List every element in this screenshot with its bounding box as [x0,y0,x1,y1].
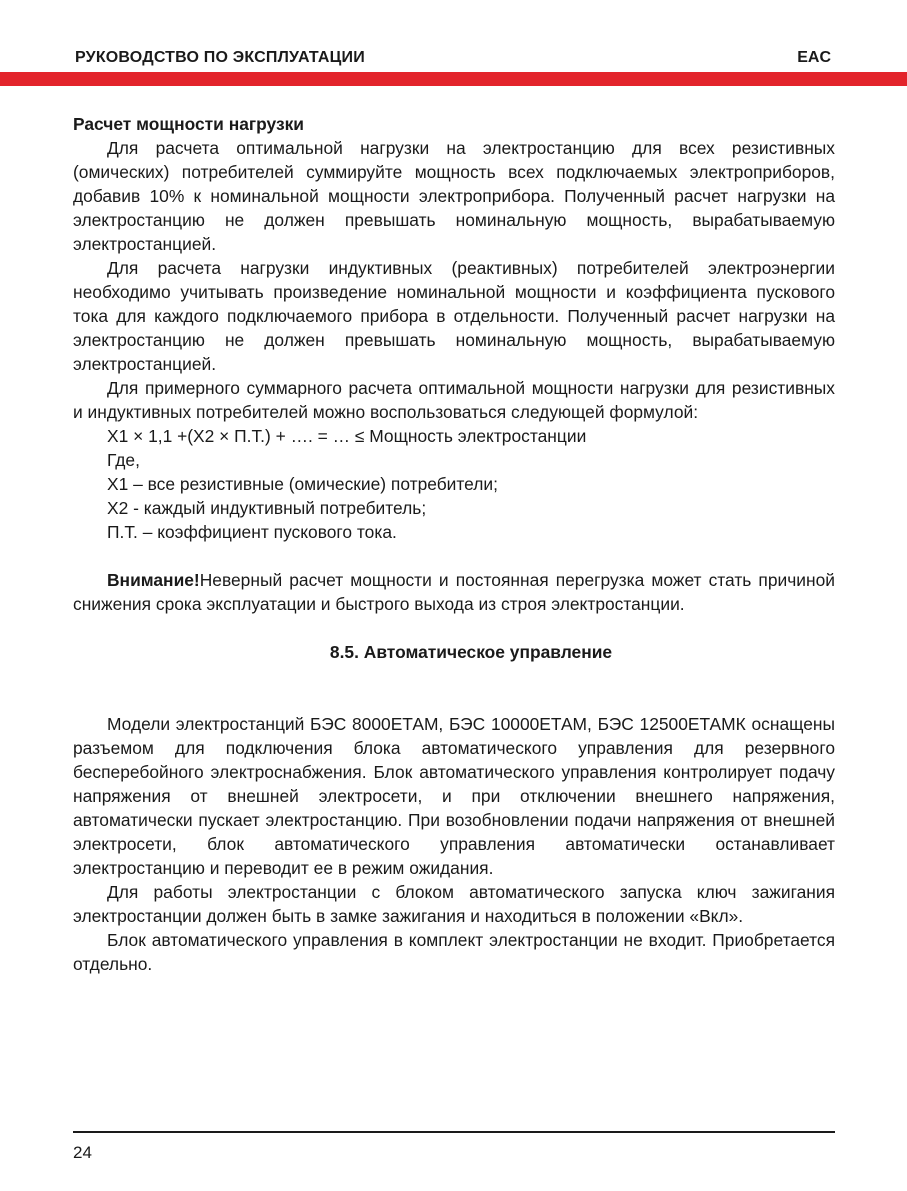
paragraph-resistive-load: Для расчета оптимальной нагрузки на электростанцию для всех резистивных (омических) потребителей суммируйте мощность всех подключаемых электроприборов, добавив 10% к номинальной мощности электроприбора. Полученный расчет нагрузки на электростанцию не должен превышать номинальную мощность, вырабатываемую электростанцией. [73,138,835,254]
page-content [73,112,835,976]
paragraph-auto-models: Модели электростанций БЭС 8000ЕТАМ, БЭС 10000ЕТАМ, БЭС 12500ЕТАМК оснащены разъемом для подключения блока автоматического управления для резервного бесперебойного электроснабжения. Блок автоматического управления контролирует подачу напряжения от внешней электросети, и при отключении внешнего напряжения, автоматически пускает электростанцию. При возобновлении подачи напряжения от внешней электросети, блок автоматического управления автоматически останавливает электростанцию и переводит ее в режим ожидания. [73,714,835,878]
section-title-load-calculation: Расчет мощности нагрузки [73,114,304,134]
footer-divider [73,1131,835,1133]
formula-x1-definition: Х1 – все резистивные (омические) потребители; [107,474,498,494]
page-number: 24 [73,1143,92,1162]
page-header [0,0,907,86]
formula-x2-definition: Х2 - каждый индуктивный потребитель; [107,498,427,518]
manual-title: РУКОВОДСТВО ПО ЭКСПЛУАТАЦИИ [75,49,365,66]
paragraph-sold-separately: Блок автоматического управления в комплект электростанции не входит. Приобретается отдельно. [73,930,835,974]
formula-where: Где, [107,450,140,470]
formula-expression: Х1 × 1,1 +(Х2 × П.Т.) + …. = … ≤ Мощность электростанции [107,426,587,446]
warning-label: Внимание! [107,570,200,590]
formula-pt-definition: П.Т. – коэффициент пускового тока. [107,522,397,542]
warning-text: Неверный расчет мощности и постоянная перегрузка может стать причиной снижения срока эксплуатации и быстрого выхода из строя электростанции. [73,570,835,614]
warning-paragraph [73,568,835,616]
header-accent-bar [0,72,907,86]
section-heading-auto-control: 8.5. Автоматическое управление [329,642,613,662]
eac-mark: EAC [797,49,831,66]
paragraph-ignition-key: Для работы электростанции с блоком автоматического запуска ключ зажигания электростанции должен быть в замке зажигания и находиться в положении «Вкл». [73,882,835,926]
paragraph-inductive-load: Для расчета нагрузки индуктивных (реактивных) потребителей электроэнергии необходимо учитывать произведение номинальной мощности и коэффициента пускового тока для каждого подключаемого прибора в отдельности. Полученный расчет нагрузки на электростанцию не должен превышать номинальную мощность, вырабатываемую электростанцией. [73,258,835,374]
paragraph-formula-intro: Для примерного суммарного расчета оптимальной мощности нагрузки для резистивных и индуктивных потребителей можно воспользоваться следующей формулой: [73,378,835,422]
